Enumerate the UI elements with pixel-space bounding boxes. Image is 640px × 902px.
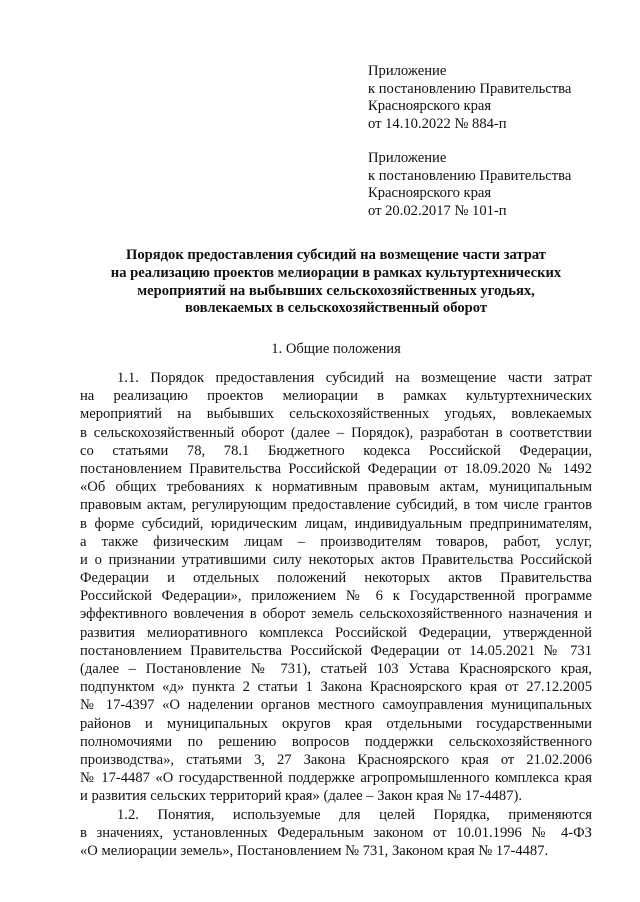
paragraph-line: со статьями 78, 78.1 Бюджетного кодекса Российской Федерации, bbox=[80, 442, 592, 459]
paragraph-line: (далее – Постановление № 731), статьей 103 Устава Красноярского края, bbox=[80, 661, 592, 677]
paragraph-line: и развития сельских территорий края» (далее – Закон края № 17-4487). bbox=[80, 788, 523, 805]
paragraph-line: производства», статьями 3, 27 Закона Красноярского края от 21.02.2006 bbox=[80, 751, 592, 768]
paragraph-line: № 17-4487 «О государственной поддержке агропромышленного комплекса края bbox=[80, 770, 592, 787]
title-line: Порядок предоставления субсидий на возмещение части затрат bbox=[126, 247, 546, 263]
paragraph-1-1 bbox=[80, 369, 592, 806]
paragraph-line: № 17-4397 «О наделении органов местного самоуправления муниципальных bbox=[80, 697, 592, 714]
paragraph-line: и о признании утратившими силу некоторых актов Правительства Российской bbox=[80, 551, 592, 568]
paragraph-line: полномочиями по решению вопросов поддержки сельскохозяйственного bbox=[80, 733, 592, 750]
appendix-line: от 14.10.2022 № 884-п bbox=[368, 115, 507, 132]
paragraph-line: 1.2. Понятия, используемые для целей Порядка, применяются bbox=[117, 806, 592, 823]
paragraph-line: Российской Федерации», приложением № 6 к Государственной программе bbox=[80, 588, 592, 605]
paragraph-line: Федерации и отдельных положений некоторых актов Правительства bbox=[80, 570, 592, 587]
appendix-line: к постановлению Правительства bbox=[368, 167, 572, 184]
title-line: мероприятий на выбывших сельскохозяйственных угодьях, bbox=[137, 282, 535, 299]
paragraph-line: постановлением Правительства Российской Федерации от 14.05.2021 № 731 bbox=[80, 642, 592, 659]
paragraph-line: в сельскохозяйственный оборот (далее – Порядок), разработан в соответствии bbox=[80, 424, 592, 441]
paragraph-line: в значениях, установленных Федеральным законом от 10.01.1996 № 4-ФЗ bbox=[80, 824, 592, 841]
paragraph-line: развития мелиоративного комплекса Российской Федерации, утвержденной bbox=[80, 624, 592, 641]
appendix-line: Красноярского края bbox=[368, 98, 492, 115]
paragraph-line: правовым актам, регулирующим предоставление субсидий, в том числе грантов bbox=[80, 497, 592, 514]
title-line: на реализацию проектов мелиорации в рамках культуртехнических bbox=[110, 264, 562, 281]
paragraph-line: «Об общих требованиях к нормативным правовым актам, муниципальным bbox=[80, 479, 592, 496]
appendix-header-2017 bbox=[368, 150, 628, 220]
paragraph-line: подпунктом «д» пункта 2 статьи 1 Закона Красноярского края от 27.12.2005 bbox=[80, 679, 592, 696]
appendix-line: Красноярского края bbox=[368, 185, 492, 202]
title-line: вовлекаемых в сельскохозяйственный оборот bbox=[184, 300, 488, 317]
document-body bbox=[80, 369, 592, 860]
paragraph-line: районов и муниципальных округов края отдельными государственными bbox=[80, 715, 592, 732]
paragraph-line: «О мелиорации земель», Постановлением № 731, Законом края № 17-4487. bbox=[80, 842, 549, 859]
paragraph-1-2 bbox=[80, 806, 592, 861]
section-heading: 1. Общие положения bbox=[271, 341, 401, 357]
paragraph-line: на реализацию проектов мелиорации в рамках культуртехнических bbox=[80, 388, 592, 405]
document-title bbox=[80, 247, 592, 318]
paragraph-line: эффективного вовлечения в оборот земель сельскохозяйственного назначения и bbox=[80, 606, 592, 623]
paragraph-line: мероприятий на выбывших сельскохозяйственных угодьях, вовлекаемых bbox=[80, 406, 592, 423]
paragraph-line: в форме субсидий, юридическим лицам, индивидуальным предпринимателям, bbox=[80, 515, 592, 532]
paragraph-line: а также физическим лицам – производителям товаров, работ, услуг, bbox=[80, 533, 592, 550]
appendix-line: к постановлению Правительства bbox=[368, 80, 572, 97]
appendix-header-2022 bbox=[368, 63, 628, 133]
appendix-line: Приложение bbox=[368, 63, 447, 79]
paragraph-line: постановлением Правительства Российской Федерации от 18.09.2020 № 1492 bbox=[80, 460, 592, 477]
appendix-line: Приложение bbox=[368, 150, 447, 166]
appendix-line: от 20.02.2017 № 101-п bbox=[368, 202, 507, 219]
paragraph-line: 1.1. Порядок предоставления субсидий на возмещение части затрат bbox=[117, 370, 592, 386]
